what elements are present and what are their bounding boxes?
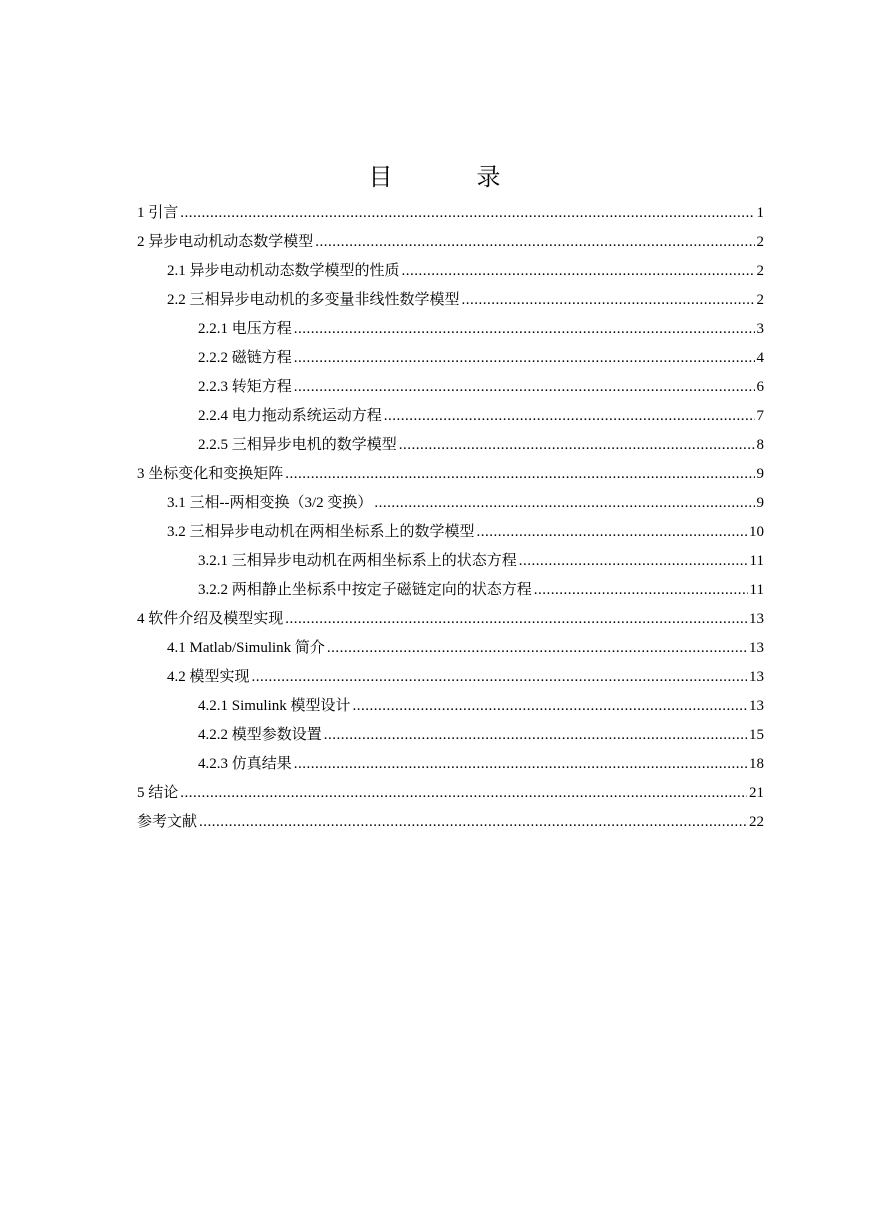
- toc-entry-label: 4.1 Matlab/Simulink 简介: [167, 640, 325, 656]
- toc-dot-leader: [294, 344, 755, 373]
- toc-dot-leader: [384, 402, 755, 431]
- toc-page-number: 11: [749, 553, 764, 569]
- toc-entry-label: 3.1 三相--两相变换（3/2 变换）: [167, 495, 373, 511]
- toc-page-number: 3: [756, 321, 764, 337]
- toc-entry-label: 5 结论: [137, 785, 179, 801]
- toc-dot-leader: [252, 663, 747, 692]
- toc-entry[interactable]: [0, 576, 869, 605]
- toc-entry-label: 2.1 异步电动机动态数学模型的性质: [167, 263, 400, 279]
- toc-entry-label: 2.2 三相异步电动机的多变量非线性数学模型: [167, 292, 460, 308]
- toc-entry-label: 2.2.1 电压方程: [198, 321, 292, 337]
- toc-entry-label: 3.2.1 三相异步电动机在两相坐标系上的状态方程: [198, 553, 517, 569]
- toc-page-number: 13: [749, 640, 764, 656]
- toc-entry[interactable]: [0, 228, 869, 257]
- toc-entry[interactable]: [0, 663, 869, 692]
- toc-dot-leader: [324, 721, 747, 750]
- toc-entry[interactable]: [0, 547, 869, 576]
- toc-entry-label: 1 引言: [137, 205, 179, 221]
- toc-entry-label: 4.2.1 Simulink 模型设计: [198, 698, 351, 714]
- toc-dot-leader: [199, 808, 747, 837]
- toc-entry[interactable]: [0, 373, 869, 402]
- toc-page-number: 13: [749, 611, 764, 627]
- toc-dot-leader: [180, 779, 747, 808]
- toc-page-number: 1: [756, 205, 764, 221]
- toc-entry[interactable]: [0, 808, 869, 837]
- toc-entry[interactable]: [0, 634, 869, 663]
- toc-entry[interactable]: [0, 605, 869, 634]
- toc-page-number: 2: [756, 292, 764, 308]
- toc-entry-label: 2.2.5 三相异步电机的数学模型: [198, 437, 397, 453]
- toc-entry[interactable]: [0, 750, 869, 779]
- toc-entry[interactable]: [0, 431, 869, 460]
- toc-entry[interactable]: [0, 257, 869, 286]
- toc-page-number: 9: [756, 466, 764, 482]
- toc-page-number: 11: [749, 582, 764, 598]
- toc-page-number: 22: [749, 814, 764, 830]
- toc-page-number: 13: [749, 698, 764, 714]
- toc-dot-leader: [327, 634, 747, 663]
- page-title: 目 录: [368, 165, 531, 191]
- toc-dot-leader: [402, 257, 755, 286]
- toc-entry[interactable]: [0, 518, 869, 547]
- toc-dot-leader: [353, 692, 747, 721]
- toc-entry-label: 3.2 三相异步电动机在两相坐标系上的数学模型: [167, 524, 475, 540]
- toc-entry-label: 2 异步电动机动态数学模型: [137, 234, 314, 250]
- toc-dot-leader: [374, 489, 754, 518]
- toc-entry-label: 2.2.3 转矩方程: [198, 379, 292, 395]
- toc-dot-leader: [534, 576, 748, 605]
- toc-dot-leader: [285, 605, 747, 634]
- toc-entry[interactable]: [0, 489, 869, 518]
- toc-dot-leader: [294, 750, 747, 779]
- toc-entry[interactable]: [0, 402, 869, 431]
- toc-entry-label: 4.2.2 模型参数设置: [198, 727, 322, 743]
- toc-entry-label: 2.2.4 电力拖动系统运动方程: [198, 408, 382, 424]
- toc-dot-leader: [294, 315, 755, 344]
- toc-entry[interactable]: [0, 344, 869, 373]
- toc-entry-label: 4.2 模型实现: [167, 669, 250, 685]
- toc-dot-leader: [285, 460, 754, 489]
- toc-entry[interactable]: [0, 460, 869, 489]
- toc-page-number: 10: [749, 524, 764, 540]
- toc-entry-label: 3.2.2 两相静止坐标系中按定子磁链定向的状态方程: [198, 582, 532, 598]
- toc-page-number: 8: [756, 437, 764, 453]
- toc-page-number: 13: [749, 669, 764, 685]
- toc-page-number: 2: [756, 263, 764, 279]
- toc-dot-leader: [477, 518, 747, 547]
- toc-dot-leader: [315, 228, 754, 257]
- toc-page-number: 7: [756, 408, 764, 424]
- toc-page-number: 15: [749, 727, 764, 743]
- toc-dot-leader: [180, 199, 754, 228]
- toc-entry[interactable]: [0, 315, 869, 344]
- toc-dot-leader: [462, 286, 755, 315]
- toc-page-number: 4: [756, 350, 764, 366]
- toc-page-number: 18: [749, 756, 764, 772]
- toc-entry-label: 3 坐标变化和变换矩阵: [137, 466, 284, 482]
- toc-entry[interactable]: [0, 721, 869, 750]
- toc-entry[interactable]: [0, 692, 869, 721]
- toc-entry[interactable]: [0, 199, 869, 228]
- toc-page-number: 21: [749, 785, 764, 801]
- toc-dot-leader: [294, 373, 755, 402]
- toc-page-number: 9: [756, 495, 764, 511]
- toc-page-number: 6: [756, 379, 764, 395]
- toc-page-number: 2: [756, 234, 764, 250]
- toc-entry[interactable]: [0, 286, 869, 315]
- toc-entry-label: 4.2.3 仿真结果: [198, 756, 292, 772]
- toc-entry-label: 参考文献: [137, 814, 198, 830]
- toc-entry-label: 4 软件介绍及模型实现: [137, 611, 284, 627]
- toc-entry[interactable]: [0, 779, 869, 808]
- toc-dot-leader: [519, 547, 748, 576]
- toc-dot-leader: [399, 431, 755, 460]
- toc-entry-label: 2.2.2 磁链方程: [198, 350, 292, 366]
